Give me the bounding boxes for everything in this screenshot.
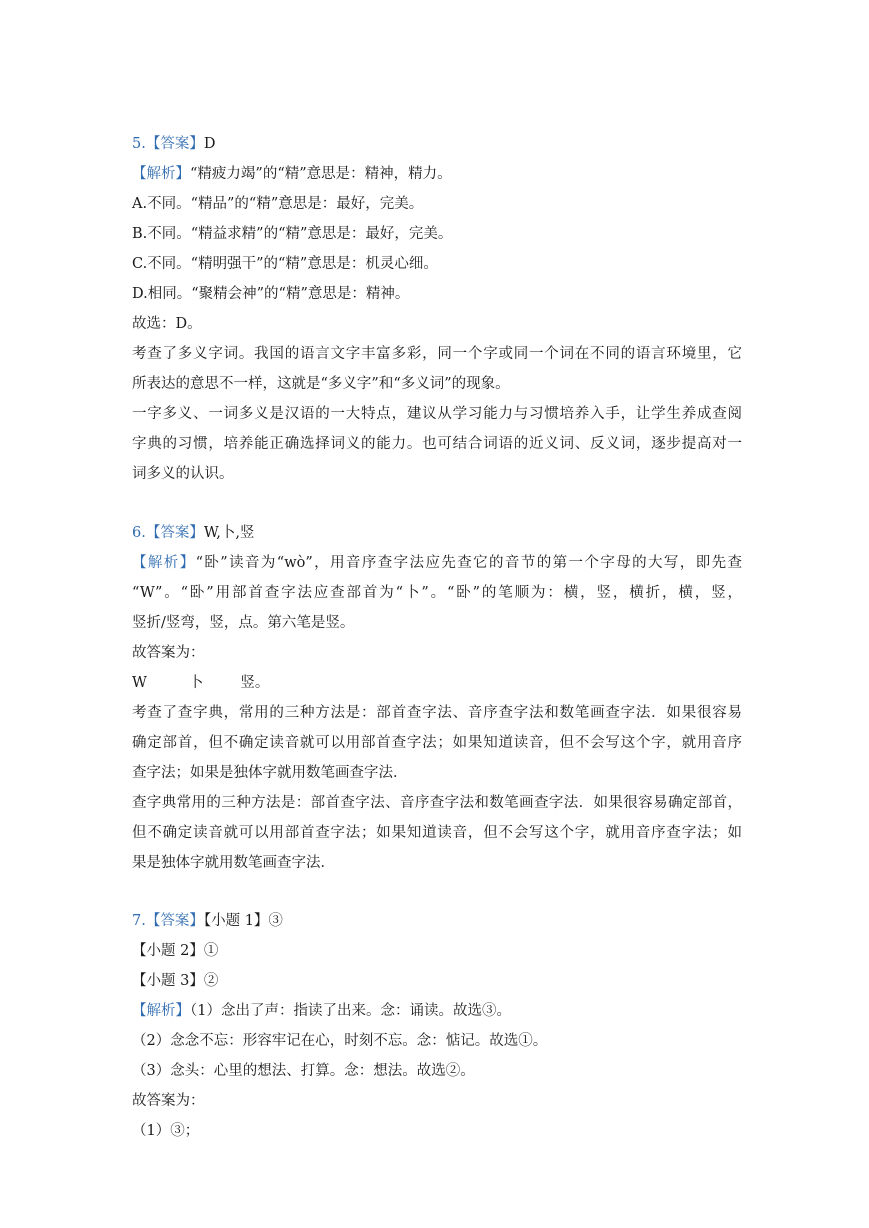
q5-analysis-text: “精疲力竭”的“精”意思是：精神，精力。 (190, 166, 452, 182)
q7-analysis-text: （1）念出了声：指读了出来。念：诵读。故选③。 (190, 1003, 511, 1019)
q6-explanation-3: 查字法；如果是独体字就用数笔画查字法． (132, 765, 408, 781)
q6-fill-1: W (132, 675, 147, 691)
q5-explanation-5: 词多义的认识。 (132, 466, 234, 482)
q6-number: 6. (132, 525, 146, 541)
q6-fill-2: 卜 (188, 675, 204, 691)
q6-explanation-4: 查字典常用的三种方法是：部首查字法、音序查字法和数笔画查字法．如果很容易确定部首， (132, 795, 742, 811)
q7-answer-intro: 故答案为： (132, 1093, 205, 1109)
q6-explanation-1: 考查了查字典，常用的三种方法是：部首查字法、音序查字法和数笔画查字法．如果很容易 (132, 705, 742, 721)
q6-explanation-6: 果是独体字就用数笔画查字法． (132, 855, 335, 871)
q6-analysis-2: “W”。“卧”用部首查字法应查部首为“卜”。“卧”的笔顺为：横，竖，横折，横，竖， (132, 585, 742, 601)
q5-option-d: D.相同。“聚精会神”的“精”意思是：精神。 (132, 286, 410, 302)
q6-explanation-5: 但不确定读音就可以用部首查字法；如果知道读音，但不会写这个字，就用音序查字法；如 (132, 825, 742, 841)
q7-analysis-3: （3）念头：心里的想法、打算。念：想法。故选②。 (132, 1063, 475, 1079)
q5-explanation-1: 考查了多义字词。我国的语言文字丰富多彩，同一个字或同一个词在不同的语言环境里，它 (132, 346, 742, 362)
q6-analysis-3: 竖折/竖弯，竖，点。第六笔是竖。 (132, 615, 355, 631)
q5-explanation-2: 所表达的意思不一样，这就是“多义字”和“多义词”的现象。 (132, 376, 510, 392)
q5-explanation-4: 字典的习惯，培养能正确选择词义的能力。也可结合词语的近义词、反义词，逐步提高对一 (132, 436, 742, 452)
q5-option-a: A.不同。“精品”的“精”意思是：最好，完美。 (132, 196, 424, 212)
q6-answer-intro: 故答案为： (132, 645, 205, 661)
q5-answer: D (203, 136, 216, 152)
q6-answer-line (132, 518, 742, 548)
q7-answer-tag: 【答案】 (145, 913, 204, 929)
q5-analysis-line (132, 159, 742, 189)
q6-explanation-2: 确定部首，但不确定读音就可以用部首查字法；如果知道读音，但不会写这个字，就用音序 (132, 735, 742, 751)
q6-fill-3: 竖。 (240, 675, 270, 691)
q6-analysis-text: “卧”读音为“wò”，用音序查字法应先查它的音节的第一个字母的大写，即先查 (195, 555, 742, 571)
q7-sub1: 【小题 1】③ (203, 913, 283, 929)
q7-analysis-line (132, 996, 742, 1026)
q7-analysis-tag: 【解析】 (132, 1003, 190, 1019)
q5-option-c: C.不同。“精明强干”的“精”意思是：机灵心细。 (132, 256, 438, 272)
q7-answer-line (132, 906, 742, 936)
q5-answer-tag: 【答案】 (145, 136, 204, 152)
q6-analysis-line (132, 548, 742, 578)
q5-answer-line (132, 129, 742, 159)
q6-analysis-tag: 【解析】 (132, 555, 196, 571)
q6-fill-line (132, 668, 742, 698)
q7-analysis-2: （2）念念不忘：形容牢记在心，时刻不忘。念：惦记。故选①。 (132, 1033, 548, 1049)
q5-number: 5. (132, 136, 146, 152)
q6-answer-tag: 【答案】 (145, 525, 204, 541)
q5-explanation-3: 一字多义、一词多义是汉语的一大特点，建议从学习能力与习惯培养入手，让学生养成查阅 (132, 406, 742, 422)
q5-option-b: B.不同。“精益求精”的“精”意思是：最好，完美。 (132, 226, 453, 242)
q7-answer-1: （1）③； (132, 1123, 200, 1139)
q7-number: 7. (132, 913, 146, 929)
q7-sub2: 【小题 2】① (132, 943, 219, 959)
q6-answer: W,卜,竖 (203, 525, 255, 541)
q5-analysis-tag: 【解析】 (132, 166, 190, 182)
q7-sub3: 【小题 3】② (132, 973, 219, 989)
q5-choice: 故选：D。 (132, 316, 202, 332)
